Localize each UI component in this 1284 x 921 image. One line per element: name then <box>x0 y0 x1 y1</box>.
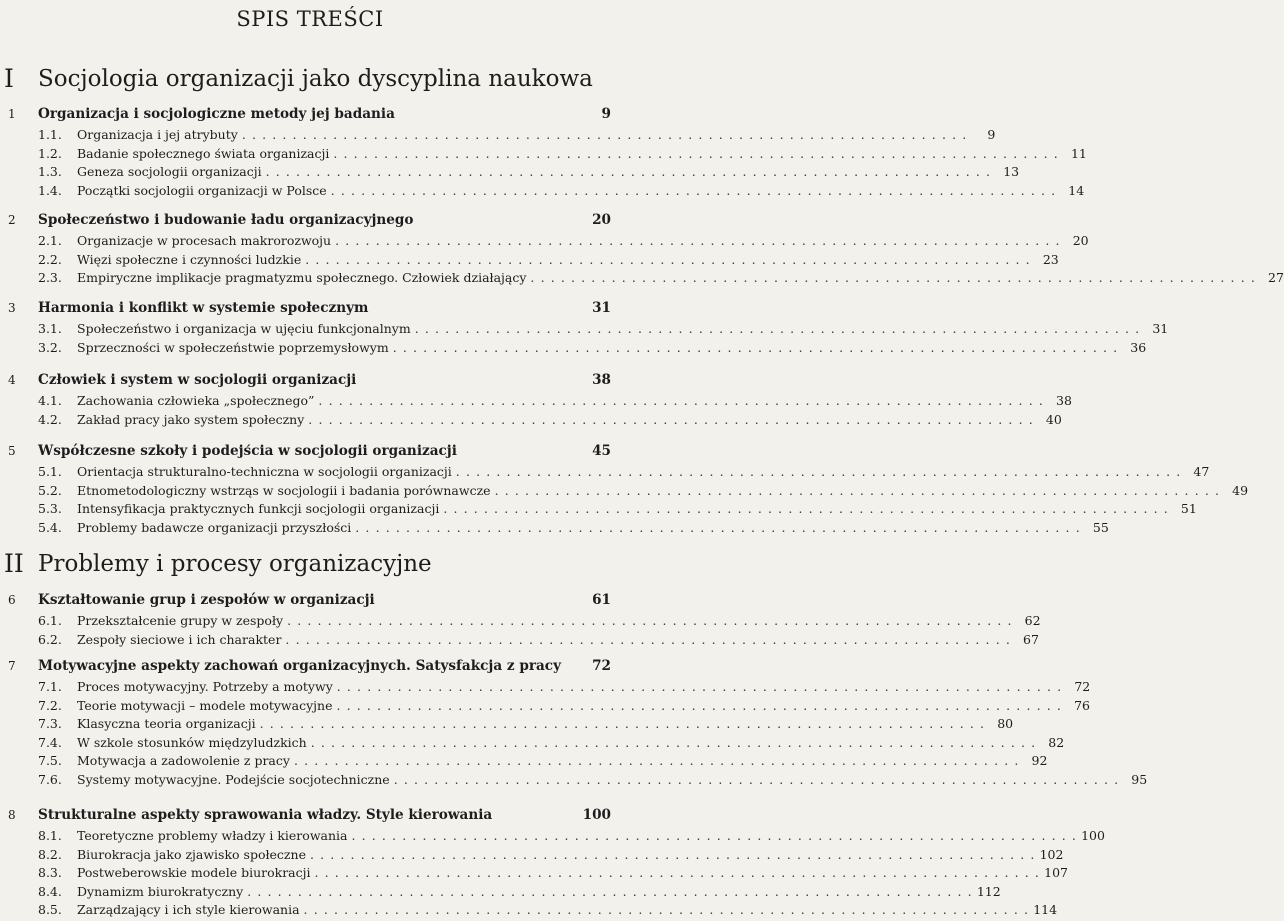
section-page-number: 95 <box>1131 772 1148 787</box>
section-title: Badanie społecznego świata organizacji <box>77 145 330 161</box>
chapter-entry[interactable] <box>8 590 611 610</box>
section-title: Problemy badawcze organizacji przyszłości <box>77 519 352 535</box>
dot-leader <box>260 715 986 733</box>
section-number: 8.3. <box>38 865 62 881</box>
part-heading <box>4 549 614 579</box>
section-title: Intensyfikacja praktycznych funkcji socjologii organizacji <box>77 501 440 517</box>
section-title: Sprzeczności w społeczeństwie poprzemysłowym <box>77 339 389 355</box>
chapter-title: Współczesne szkoły i podejścia w socjologii organizacji <box>38 443 457 459</box>
section-page-number: 31 <box>1152 321 1169 336</box>
chapter-number: 3 <box>8 301 16 315</box>
chapter-entry[interactable] <box>8 441 611 461</box>
dot-leader <box>287 612 1013 630</box>
section-title: Postweberowskie modele biurokracji <box>77 865 311 881</box>
section-entry[interactable] <box>38 482 1249 500</box>
section-title: Systemy motywacyjne. Podejście socjotechniczne <box>77 772 390 787</box>
section-title: Zarządzający i ich style kierowania <box>77 902 300 918</box>
section-page-number: 49 <box>1232 482 1249 498</box>
chapter-number: 8 <box>8 808 16 822</box>
section-page-number: 14 <box>1068 182 1085 198</box>
section-entry[interactable] <box>38 678 1091 696</box>
chapter-entry[interactable] <box>8 104 611 124</box>
dot-leader <box>456 463 1182 481</box>
section-entry[interactable] <box>38 827 1105 845</box>
section-entry[interactable] <box>38 864 1068 882</box>
section-entry[interactable] <box>38 752 1048 770</box>
section-page-number: 40 <box>1045 411 1062 427</box>
section-title: Przekształcenie grupy w zespoły <box>77 613 284 628</box>
chapter-title: Kształtowanie grup i zespołów w organizacji <box>38 592 375 608</box>
section-title: Geneza socjologii organizacji <box>77 164 262 180</box>
dot-leader <box>415 320 1141 338</box>
chapter-page-number: 31 <box>592 300 611 316</box>
dot-leader <box>266 163 992 181</box>
dot-leader <box>443 500 1169 518</box>
section-page-number: 62 <box>1024 613 1041 628</box>
chapter-number: 2 <box>8 213 16 227</box>
section-page-number: 102 <box>1039 846 1064 862</box>
chapter-page-number: 20 <box>592 212 611 228</box>
section-page-number: 13 <box>1003 164 1020 180</box>
section-number: 5.2. <box>38 482 62 498</box>
section-number: 6.2. <box>38 631 62 647</box>
section-entry[interactable] <box>38 411 1062 429</box>
section-number: 7.4. <box>38 734 62 750</box>
chapter-number: 1 <box>8 107 16 121</box>
section-number: 1.2. <box>38 145 62 161</box>
section-page-number: 76 <box>1074 697 1090 713</box>
section-entry[interactable] <box>38 251 1059 269</box>
section-title: Teoretyczne problemy władzy i kierowania <box>77 828 348 843</box>
section-title: Zespoły sieciowe i ich charakter <box>77 631 282 647</box>
section-entry[interactable] <box>38 697 1090 715</box>
section-page-number: 100 <box>1081 828 1105 843</box>
section-entry[interactable] <box>38 320 1169 338</box>
section-number: 2.3. <box>38 270 62 286</box>
section-page-number: 107 <box>1044 865 1068 881</box>
section-entry[interactable] <box>38 145 1087 163</box>
section-page-number: 47 <box>1193 464 1210 479</box>
section-number: 5.3. <box>38 501 62 517</box>
section-entry[interactable] <box>38 631 1039 649</box>
chapter-number: 6 <box>8 593 16 607</box>
section-entry[interactable] <box>38 163 1020 181</box>
section-page-number: 27 <box>1268 270 1284 286</box>
section-number: 8.5. <box>38 902 62 918</box>
section-number: 5.4. <box>38 519 62 535</box>
chapter-number: 5 <box>8 444 16 458</box>
section-number: 1.4. <box>38 182 62 198</box>
section-entry[interactable] <box>38 182 1085 200</box>
chapter-page-number: 100 <box>582 807 611 823</box>
section-number: 3.1. <box>38 321 62 336</box>
section-title: Klasyczna teoria organizacji <box>77 716 256 732</box>
chapter-page-number: 72 <box>592 658 611 674</box>
dot-leader <box>336 697 1062 715</box>
part-title: Socjologia organizacji jako dyscyplina naukowa <box>38 66 593 92</box>
section-page-number: 72 <box>1074 679 1091 694</box>
dot-leader <box>311 734 1037 752</box>
section-title: Dynamizm biurokratyczny <box>77 883 244 899</box>
section-number: 7.5. <box>38 753 62 769</box>
section-page-number: 80 <box>997 716 1014 732</box>
section-entry[interactable] <box>38 126 996 144</box>
chapter-title: Społeczeństwo i budowanie ładu organizacyjnego <box>38 212 414 228</box>
section-title: W szkole stosunków międzyludzkich <box>77 734 307 750</box>
dot-leader <box>315 864 1041 882</box>
section-page-number: 38 <box>1056 393 1072 408</box>
dot-leader <box>310 846 1036 864</box>
part-heading <box>4 64 614 94</box>
section-page-number: 67 <box>1023 631 1039 647</box>
chapter-title: Motywacyjne aspekty zachowań organizacyjnych. Satysfakcja z pracy <box>38 658 561 674</box>
section-page-number: 9 <box>987 127 996 142</box>
section-entry[interactable] <box>38 500 1197 518</box>
section-number: 7.2. <box>38 697 62 713</box>
section-page-number: 51 <box>1180 501 1197 517</box>
section-number: 1.3. <box>38 164 62 180</box>
chapter-entry[interactable] <box>8 656 611 676</box>
dot-leader <box>351 827 1077 845</box>
dot-leader <box>305 251 1031 269</box>
chapter-title: Organizacja i socjologiczne metody jej badania <box>38 106 395 122</box>
section-entry[interactable] <box>38 612 1041 630</box>
section-page-number: 114 <box>1033 902 1058 918</box>
section-title: Zakład pracy jako system społeczny <box>77 411 305 427</box>
section-entry[interactable] <box>38 232 1089 250</box>
dot-leader <box>393 339 1119 357</box>
section-title: Etnometodologiczny wstrząs w socjologii i badania porównawcze <box>77 482 491 498</box>
section-title: Zachowania człowieka „społecznego” <box>77 393 315 408</box>
section-number: 6.1. <box>38 613 62 628</box>
section-number: 2.1. <box>38 233 62 248</box>
section-number: 8.2. <box>38 846 62 862</box>
section-entry[interactable] <box>38 519 1109 537</box>
dot-leader <box>304 901 1030 919</box>
dot-leader <box>495 482 1221 500</box>
section-title: Początki socjologii organizacji w Polsce <box>77 182 327 198</box>
section-page-number: 82 <box>1048 734 1065 750</box>
dot-leader <box>308 411 1034 429</box>
chapter-number: 4 <box>8 373 16 387</box>
section-number: 7.6. <box>38 772 62 787</box>
section-entry[interactable] <box>38 771 1148 789</box>
section-page-number: 112 <box>976 883 1001 899</box>
section-number: 3.2. <box>38 339 62 355</box>
section-title: Społeczeństwo i organizacja w ujęciu funkcjonalnym <box>77 321 411 336</box>
section-entry[interactable] <box>38 269 1284 287</box>
page-title: SPIS TREŚCI <box>236 7 384 31</box>
section-title: Proces motywacyjny. Potrzeby a motywy <box>77 679 333 694</box>
section-number: 8.4. <box>38 883 62 899</box>
section-number: 4.1. <box>38 393 62 408</box>
section-title: Więzi społeczne i czynności ludzkie <box>77 251 302 267</box>
section-entry[interactable] <box>38 901 1058 919</box>
section-number: 5.1. <box>38 464 62 479</box>
dot-leader <box>242 126 968 144</box>
chapter-entry[interactable] <box>8 210 611 230</box>
section-title: Organizacje w procesach makrorozwoju <box>77 233 332 248</box>
dot-leader <box>394 771 1120 789</box>
chapter-title: Strukturalne aspekty sprawowania władzy. Style kierowania <box>38 807 493 823</box>
part-title: Problemy i procesy organizacyjne <box>38 551 432 577</box>
section-entry[interactable] <box>38 339 1147 357</box>
section-entry[interactable] <box>38 883 1001 901</box>
dot-leader <box>333 145 1059 163</box>
section-title: Teorie motywacji – modele motywacyjne <box>77 697 333 713</box>
part-number: I <box>4 64 14 93</box>
chapter-entry[interactable] <box>8 805 611 825</box>
chapter-title: Harmonia i konflikt w systemie społecznym <box>38 300 369 316</box>
chapter-title: Człowiek i system w socjologii organizacji <box>38 372 357 388</box>
section-page-number: 20 <box>1072 233 1089 248</box>
chapter-number: 7 <box>8 659 16 673</box>
section-number: 1.1. <box>38 127 62 142</box>
section-title: Biurokracja jako zjawisko społeczne <box>77 846 306 862</box>
section-entry[interactable] <box>38 392 1072 410</box>
chapter-entry[interactable] <box>8 370 611 390</box>
section-entry[interactable] <box>38 734 1065 752</box>
part-number: II <box>4 549 24 578</box>
dot-leader <box>318 392 1044 410</box>
section-title: Organizacja i jej atrybuty <box>77 127 238 142</box>
chapter-page-number: 45 <box>592 443 611 459</box>
chapter-entry[interactable] <box>8 298 611 318</box>
section-number: 7.1. <box>38 679 62 694</box>
section-entry[interactable] <box>38 846 1064 864</box>
section-page-number: 36 <box>1130 339 1147 355</box>
dot-leader <box>247 883 973 901</box>
section-page-number: 11 <box>1070 145 1087 161</box>
dot-leader <box>285 631 1011 649</box>
dot-leader <box>530 269 1256 287</box>
section-entry[interactable] <box>38 463 1210 481</box>
section-page-number: 55 <box>1092 519 1109 535</box>
dot-leader <box>294 752 1020 770</box>
chapter-page-number: 38 <box>592 372 611 388</box>
dot-leader <box>335 232 1061 250</box>
section-title: Orientacja strukturalno-techniczna w socjologii organizacji <box>77 464 452 479</box>
dot-leader <box>355 519 1081 537</box>
section-number: 7.3. <box>38 716 62 732</box>
chapter-page-number: 9 <box>601 106 611 122</box>
section-number: 4.2. <box>38 411 62 427</box>
section-number: 8.1. <box>38 828 62 843</box>
dot-leader <box>331 182 1057 200</box>
section-title: Empiryczne implikacje pragmatyzmu społecznego. Człowiek działający <box>77 270 527 286</box>
dot-leader <box>337 678 1063 696</box>
section-title: Motywacja a zadowolenie z pracy <box>77 753 290 769</box>
section-number: 2.2. <box>38 251 62 267</box>
section-entry[interactable] <box>38 715 1014 733</box>
section-page-number: 92 <box>1031 753 1048 769</box>
chapter-page-number: 61 <box>592 592 611 608</box>
section-page-number: 23 <box>1042 251 1059 267</box>
